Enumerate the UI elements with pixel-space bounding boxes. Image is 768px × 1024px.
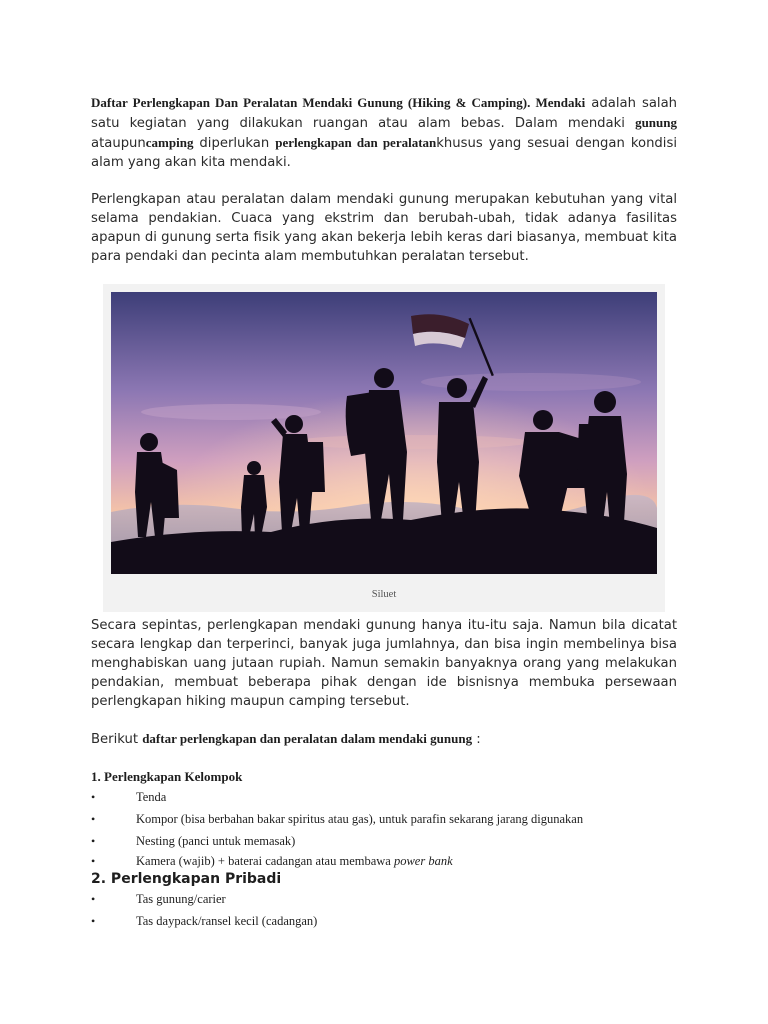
list-item: • Tas gunung/carier	[91, 888, 677, 910]
bullet-icon: •	[91, 892, 96, 906]
list-item: • Kompor (bisa berbahan bakar spiritus atau gas), untuk parafin sekarang jarang digunakan	[91, 808, 677, 830]
intro-paragraph	[91, 93, 677, 172]
list-pribadi	[91, 888, 677, 932]
list-item: • Tas daypack/ransel kecil (cadangan)	[91, 910, 677, 932]
list-kelompok	[91, 786, 677, 871]
intro-text-2: ataupun	[91, 136, 146, 151]
list-item: • Nesting (panci untuk memasak)	[91, 830, 677, 852]
keyword-mendaki: Mendaki	[535, 95, 586, 110]
hikers-silhouette-photo	[111, 292, 657, 574]
paragraph-4-prefix: Berikut	[91, 732, 143, 747]
keyword-camping: camping	[145, 135, 194, 150]
list-item: • Kamera (wajib) + baterai cadangan atau membawa power bank	[91, 852, 677, 871]
paragraph-4-suffix: :	[472, 732, 481, 747]
paragraph-3: Secara sepintas, perlengkapan mendaki gunung hanya itu-itu saja. Namun bila dicatat secara lengkap dan terperinci, banyak juga jumlahnya, dan bisa ingin membelinya bisa menghabiskan uang jutaan rupiah. Namun semakin banyaknya orang yang melakukan pendakian, membuat beberapa pihak dengan ide bisnisnya membuka persewaan perlengkapan hiking maupun camping tersebut.	[91, 618, 677, 709]
bullet-icon: •	[91, 914, 96, 928]
figure-caption: Siluet	[371, 589, 397, 600]
section-heading-pribadi: 2. Perlengkapan Pribadi	[91, 871, 282, 887]
article-title: Daftar Perlengkapan Dan Peralatan Mendaki Gunung (Hiking & Camping)	[91, 95, 528, 110]
section-heading-kelompok: 1. Perlengkapan Kelompok	[91, 769, 243, 784]
intro-text-1: adalah salah satu kegiatan yang dilakukan ruangan atau alam bebas. Dalam mendaki	[91, 96, 678, 131]
figure	[103, 284, 665, 612]
list-item: • Tenda	[91, 786, 677, 808]
title-period: .	[527, 95, 536, 110]
keyword-gunung: gunung	[635, 115, 677, 130]
bullet-icon: •	[91, 790, 96, 804]
keyword-perlengkapan: perlengkapan dan peralatan	[275, 135, 437, 150]
intro-text-3: diperlukan	[193, 136, 276, 151]
paragraph-2: Perlengkapan atau peralatan dalam mendaki gunung merupakan kebutuhan yang vital selama pendakian. Cuaca yang ekstrim dan berubah-ubah, tidak adanya fasilitas apapun di gunung serta fisik yang akan bekerja lebih keras dari biasanya, membuat kita para pendaki dan pecinta alam membutuhkan peralatan tersebut.	[91, 192, 677, 264]
intro-text-4: khusus yang sesuai dengan kondisi alam yang akan kita mendaki.	[91, 136, 677, 170]
bullet-icon: •	[91, 834, 96, 848]
paragraph-4-bold: daftar perlengkapan dan peralatan dalam mendaki gunung	[142, 731, 473, 746]
bullet-icon: •	[91, 812, 96, 826]
power-bank-italic: power bank	[393, 854, 453, 868]
bullet-icon: •	[91, 854, 96, 868]
article	[91, 93, 677, 932]
paragraph-4	[91, 729, 677, 749]
